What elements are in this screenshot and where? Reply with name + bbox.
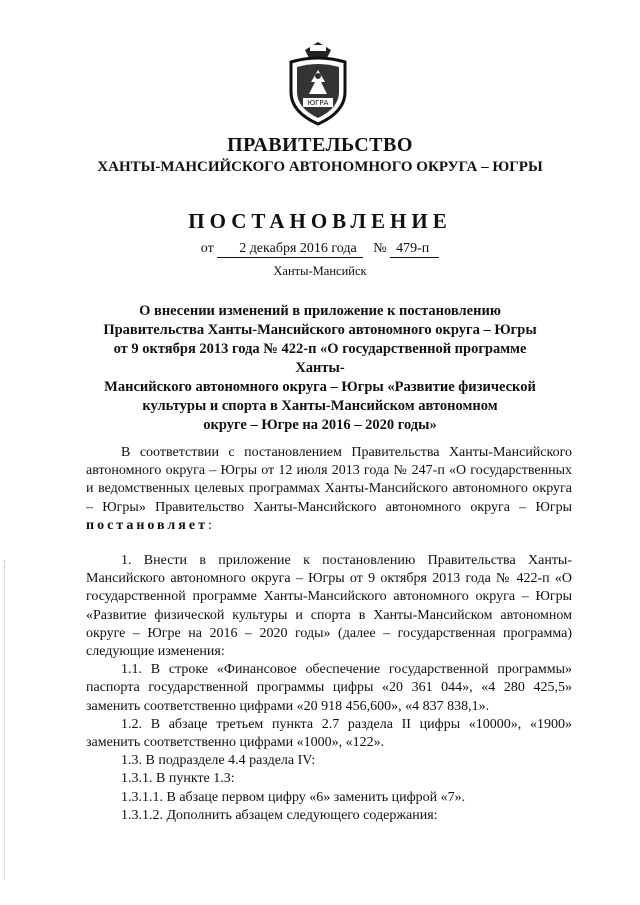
preamble-colon: : bbox=[207, 517, 212, 533]
document-type: ПОСТАНОВЛЕНИЕ bbox=[188, 209, 452, 233]
number-prefix: № bbox=[373, 241, 387, 256]
document-date: 2 декабря 2016 года bbox=[217, 241, 363, 258]
heading-line: Правительства Ханты-Мансийского автономного округа – Югры bbox=[103, 322, 537, 338]
resolves-word: постановляет bbox=[86, 517, 208, 533]
city-name: Ханты-Мансийск bbox=[273, 264, 367, 278]
preamble-text: В соответствии с постановлением Правительства Ханты-Мансийского автономного округа – Югры от 12 июля 2013 года № 247-п «О государственных и ведомственных целевых программах Ханты-Мансийского автономного округа – Югры» Правительство Ханты-Мансийского автономного округа – Югры bbox=[86, 445, 572, 515]
date-number-line bbox=[0, 241, 640, 258]
org-name-line2: ХАНТЫ-МАНСИЙСКОГО АВТОНОМНОГО ОКРУГА – ЮГРЫ bbox=[97, 159, 543, 175]
heading-line: от 9 октября 2013 года № 422-п «О государственной программе Ханты- bbox=[113, 341, 527, 376]
item-paragraph: 1.1. В строке «Финансовое обеспечение государственной программы» паспорта государственной программы цифры «20 361 044», «4 280 425,5» заменить соответственно цифрами «20 918 456,600», «4 837 838,1». bbox=[86, 662, 572, 714]
document-body bbox=[86, 444, 572, 825]
date-prefix: от bbox=[200, 241, 214, 256]
heading-line: О внесении изменений в приложение к постановлению bbox=[139, 303, 501, 319]
scan-edge-divider bbox=[4, 560, 6, 880]
document-number: 479-п bbox=[390, 241, 439, 258]
heading-line: округе – Югре на 2016 – 2020 годы» bbox=[203, 417, 437, 433]
coat-of-arms-emblem bbox=[283, 40, 353, 126]
item-paragraph: 1.3. В подразделе 4.4 раздела IV: bbox=[121, 753, 316, 769]
item-paragraph: 1. Внести в приложение к постановлению Правительства Ханты-Мансийского автономного округа – Югры от 9 октября 2013 года № 422-п «О государственной программе Ханты-Мансийского автономного округа – Югры «Развитие физической культуры и спорта в Ханты-Мансийском автономном округе – Югре на 2016 – 2020 годы» (далее – государственная программа) следующие изменения: bbox=[86, 553, 572, 660]
preamble-paragraph bbox=[86, 444, 572, 535]
item-paragraph: 1.3.1.1. В абзаце первом цифру «6» заменить цифрой «7». bbox=[121, 789, 466, 805]
document-heading bbox=[90, 302, 550, 435]
svg-text:ЮГРА: ЮГРА bbox=[307, 99, 329, 107]
item-paragraph: 1.3.1. В пункте 1.3: bbox=[121, 771, 235, 787]
heading-line: Мансийского автономного округа – Югры «Развитие физической bbox=[104, 379, 536, 395]
heading-line: культуры и спорта в Ханты-Мансийском автономном bbox=[142, 398, 498, 414]
item-paragraph: 1.2. В абзаце третьем пункта 2.7 раздела II цифры «10000», «1900» заменить соответственно цифрами «1000», «122». bbox=[86, 716, 572, 751]
item-paragraph: 1.3.1.2. Дополнить абзацем следующего содержания: bbox=[121, 807, 438, 823]
org-name-line1: ПРАВИТЕЛЬСТВО bbox=[227, 134, 413, 156]
